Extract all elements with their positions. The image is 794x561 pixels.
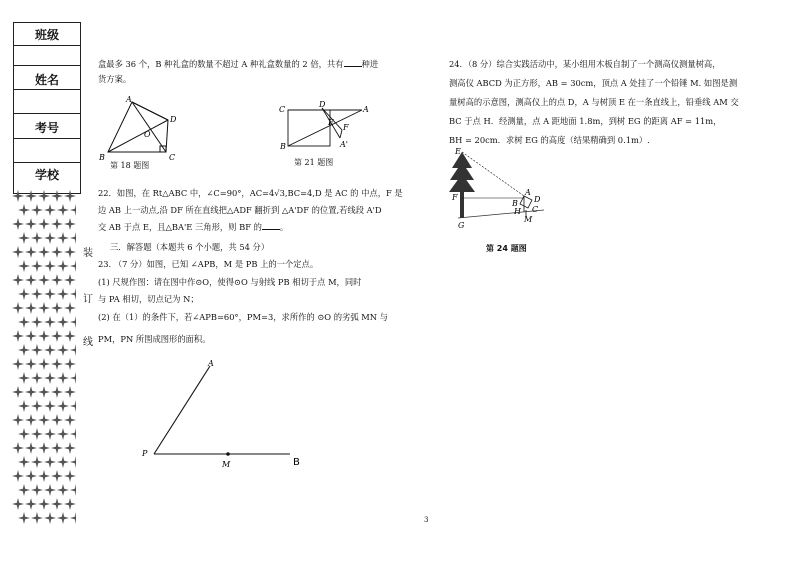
fig24-label-c: C	[532, 205, 539, 214]
q23-line1: 23. （7 分）如图，已知 ∠APB，M 是 PB 上的一个定点。	[98, 259, 319, 269]
star-ornament-icon	[31, 456, 43, 468]
fig24-label-h: H	[514, 207, 521, 216]
star-ornament-icon	[64, 218, 76, 230]
info-divider	[13, 138, 81, 139]
q24-line5: BH = 20cm．求树 EG 的高度（结果精确到 0.1m）.	[449, 135, 650, 145]
star-ornament-icon	[44, 260, 56, 272]
star-ornament-icon	[31, 428, 43, 440]
star-ornament-icon	[51, 386, 63, 398]
star-ornament-icon	[38, 442, 50, 454]
star-ornament-icon	[25, 302, 37, 314]
star-ornament-icon	[25, 190, 37, 202]
fig24-label-a: A	[525, 188, 531, 197]
star-ornament-icon	[51, 246, 63, 258]
info-divider	[13, 65, 81, 66]
star-ornament-icon	[18, 232, 30, 244]
star-ornament-icon	[38, 246, 50, 258]
star-ornament-icon	[51, 442, 63, 454]
star-ornament-icon	[18, 512, 30, 524]
star-ornament-icon	[38, 302, 50, 314]
star-ornament-icon	[38, 358, 50, 370]
star-ornament-icon	[18, 288, 30, 300]
fig24-label-d: D	[534, 195, 541, 204]
figure-24-caption: 第 24 题图	[486, 244, 527, 253]
star-ornament-icon	[18, 204, 30, 216]
q21-text-line1: 盒最多 36 个，B 种礼盒的数量不超过 A 种礼盒数量的 2 倍，共有 种进	[98, 59, 379, 69]
star-ornament-icon	[18, 316, 30, 328]
star-ornament-icon	[12, 498, 24, 510]
star-ornament-icon	[57, 260, 69, 272]
star-ornament-icon	[64, 246, 76, 258]
star-ornament-icon	[57, 400, 69, 412]
star-ornament-icon	[38, 470, 50, 482]
fig23-label-p: P	[142, 449, 148, 458]
star-ornament-icon	[31, 232, 43, 244]
fig21-label-c: C	[279, 105, 286, 114]
q23-line5: PM，PN 所围成图形的面积。	[98, 334, 211, 344]
q24-line2: 测高仪 ABCD 为正方形，AB = 30cm，顶点 A 处挂了一个铅锤 M. 如图是测	[449, 78, 738, 88]
star-ornament-icon	[31, 316, 43, 328]
fig24-label-e: E	[455, 148, 461, 156]
info-divider	[13, 162, 81, 163]
star-ornament-icon	[25, 358, 37, 370]
star-ornament-icon	[12, 358, 24, 370]
star-ornament-icon	[51, 218, 63, 230]
star-ornament-icon	[12, 274, 24, 286]
star-ornament-icon	[18, 372, 30, 384]
star-ornament-icon	[44, 204, 56, 216]
q24-line4: BC 于点 H．经测量，点 A 距地面 1.8m，到树 EG 的距离 AF = 11m，	[449, 116, 722, 126]
star-ornament-icon	[12, 442, 24, 454]
star-ornament-icon	[12, 386, 24, 398]
star-ornament-icon	[51, 498, 63, 510]
star-ornament-icon	[44, 232, 56, 244]
star-ornament-icon	[70, 288, 76, 300]
figure-21-caption: 第 21 题图	[294, 158, 334, 167]
star-ornament-icon	[57, 232, 69, 244]
star-ornament-icon	[51, 470, 63, 482]
star-ornament-icon	[64, 274, 76, 286]
fig21-label-f: F	[343, 123, 349, 132]
star-ornament-icon	[57, 428, 69, 440]
figure-24	[448, 148, 548, 230]
star-ornament-icon	[64, 386, 76, 398]
fig21-label-b: B	[280, 142, 286, 150]
fig23-label-b: B	[293, 457, 300, 468]
answer-blank	[344, 58, 362, 67]
star-ornament-icon	[70, 428, 76, 440]
q22-line1: 22．如图，在 Rt△ABC 中，∠C=90°，AC=4√3,BC=4,D 是 AC 的 中点，F 是	[98, 188, 403, 198]
star-ornament-icon	[51, 330, 63, 342]
star-ornament-icon	[57, 288, 69, 300]
fig18-label-d: D	[170, 115, 177, 124]
fig18-label-b: B	[99, 153, 105, 162]
fig21-label-d: D	[319, 100, 326, 109]
star-ornament-icon	[70, 456, 76, 468]
star-ornament-icon	[57, 316, 69, 328]
star-ornament-icon	[57, 456, 69, 468]
star-ornament-icon	[25, 386, 37, 398]
star-ornament-icon	[51, 190, 63, 202]
star-ornament-icon	[57, 512, 69, 524]
star-ornament-icon	[12, 190, 24, 202]
tree-icon	[449, 152, 475, 218]
star-ornament-icon	[64, 414, 76, 426]
binding-mark-xian: 线	[83, 337, 93, 348]
fig18-label-c: C	[169, 153, 176, 162]
star-ornament-icon	[25, 246, 37, 258]
star-ornament-icon	[44, 484, 56, 496]
star-ornament-icon	[18, 344, 30, 356]
figure-18-caption: 第 18 题图	[110, 161, 150, 170]
page-number: 3	[424, 516, 429, 524]
info-divider	[13, 45, 81, 46]
star-ornament-icon	[57, 204, 69, 216]
star-ornament-icon	[70, 316, 76, 328]
info-divider	[13, 113, 81, 114]
q22-line3: 交 AB 于点 E，且△BA'E 三角形，则 BF 的 。	[98, 222, 289, 232]
answer-blank	[262, 221, 280, 230]
star-ornament-icon	[31, 288, 43, 300]
star-ornament-icon	[38, 274, 50, 286]
star-ornament-icon	[12, 330, 24, 342]
fig24-label-m: M	[524, 215, 533, 224]
star-ornament-icon	[57, 372, 69, 384]
star-ornament-icon	[38, 414, 50, 426]
star-ornament-icon	[31, 344, 43, 356]
name-label: 姓名	[34, 73, 59, 87]
star-ornament-icon	[57, 344, 69, 356]
star-ornament-icon	[70, 512, 76, 524]
star-ornament-icon	[70, 372, 76, 384]
star-ornament-icon	[38, 330, 50, 342]
star-ornament-icon	[25, 414, 37, 426]
star-ornament-icon	[18, 260, 30, 272]
star-ornament-icon	[18, 400, 30, 412]
fig21-label-a: A	[363, 105, 369, 114]
figure-21	[276, 100, 372, 150]
star-ornament-icon	[25, 274, 37, 286]
school-label: 学校	[34, 168, 59, 182]
star-ornament-icon	[64, 330, 76, 342]
fig21-label-e: E	[328, 118, 334, 127]
q23-line4: (2) 在（1）的条件下，若∠APB=60°，PM=3，求所作的 ⊙O 的劣弧 MN 与	[98, 312, 388, 322]
binding-mark-zhuang: 装	[83, 248, 93, 259]
star-ornament-icon	[25, 470, 37, 482]
star-ornament-icon	[70, 232, 76, 244]
fig18-label-o: O	[144, 130, 151, 139]
star-ornament-icon	[18, 428, 30, 440]
figure-23	[138, 356, 318, 472]
info-divider	[13, 89, 81, 90]
star-ornament-icon	[12, 218, 24, 230]
star-ornament-icon	[31, 204, 43, 216]
star-ornament-icon	[18, 484, 30, 496]
star-ornament-icon	[12, 414, 24, 426]
fig18-label-a: A	[126, 95, 132, 104]
star-ornament-icon	[31, 512, 43, 524]
star-ornament-icon	[44, 456, 56, 468]
star-ornament-icon	[44, 372, 56, 384]
star-ornament-icon	[38, 190, 50, 202]
star-ornament-icon	[70, 204, 76, 216]
star-ornament-icon	[64, 358, 76, 370]
section-3-heading: 三．解答题（本题共 6 个小题，共 54 分）	[110, 242, 270, 252]
star-ornament-icon	[64, 302, 76, 314]
star-ornament-icon	[64, 190, 76, 202]
fig24-label-g: G	[458, 221, 465, 230]
star-ornament-icon	[38, 386, 50, 398]
star-ornament-icon	[44, 400, 56, 412]
q24-line1: 24．（8 分）综合实践活动中，某小组用木板自制了一个测高仪测量树高，	[449, 59, 721, 69]
star-ornament-icon	[51, 302, 63, 314]
star-ornament-icon	[64, 442, 76, 454]
star-ornament-icon	[51, 358, 63, 370]
star-ornament-icon	[25, 330, 37, 342]
fig24-label-b: B	[512, 199, 518, 208]
star-ornament-icon	[25, 442, 37, 454]
star-ornament-icon	[12, 302, 24, 314]
star-ornament-icon	[38, 498, 50, 510]
star-ornament-icon	[25, 498, 37, 510]
q23-line3: 与 PA 相切，切点记为 N；	[98, 294, 199, 304]
star-ornament-icon	[70, 260, 76, 272]
star-ornament-icon	[25, 218, 37, 230]
star-ornament-icon	[64, 498, 76, 510]
star-ornament-icon	[44, 316, 56, 328]
star-ornament-icon	[64, 470, 76, 482]
star-ornament-icon	[31, 400, 43, 412]
star-ornament-icon	[57, 484, 69, 496]
star-ornament-icon	[51, 274, 63, 286]
star-ornament-icon	[70, 344, 76, 356]
star-ornament-icon	[44, 428, 56, 440]
star-ornament-icon	[44, 288, 56, 300]
star-ornament-icon	[70, 400, 76, 412]
exam-number-label: 考号	[34, 121, 59, 135]
decorative-star-border	[10, 190, 76, 530]
star-ornament-icon	[31, 484, 43, 496]
star-ornament-icon	[44, 512, 56, 524]
binding-mark-ding: 订	[83, 294, 93, 305]
star-ornament-icon	[12, 246, 24, 258]
star-ornament-icon	[51, 414, 63, 426]
star-ornament-icon	[31, 372, 43, 384]
star-ornament-icon	[70, 484, 76, 496]
star-ornament-icon	[38, 218, 50, 230]
fig23-label-a: A	[208, 359, 214, 368]
fig24-label-f: F	[452, 193, 458, 202]
q22-line2: 边 AB 上一动点,沿 DF 所在直线把△ADF 翻折到 △A'DF 的位置,若线段 A'D	[98, 205, 382, 215]
figure-18	[96, 92, 188, 164]
star-ornament-icon	[44, 344, 56, 356]
fig21-label-a-prime: A'	[340, 140, 348, 149]
fig23-label-m: M	[222, 460, 231, 469]
star-ornament-icon	[31, 260, 43, 272]
class-label: 班级	[34, 28, 59, 42]
q24-line3: 量树高的示意图，测高仪上的点 D，A 与树顶 E 在一条直线上，铅垂线 AM 交	[449, 97, 739, 107]
q23-line2: (1) 尺规作图：请在图中作⊙O，使得⊙O 与射线 PB 相切于点 M，同时	[98, 277, 362, 287]
q21-text-line2: 货方案。	[98, 74, 132, 84]
star-ornament-icon	[18, 456, 30, 468]
star-ornament-icon	[12, 470, 24, 482]
